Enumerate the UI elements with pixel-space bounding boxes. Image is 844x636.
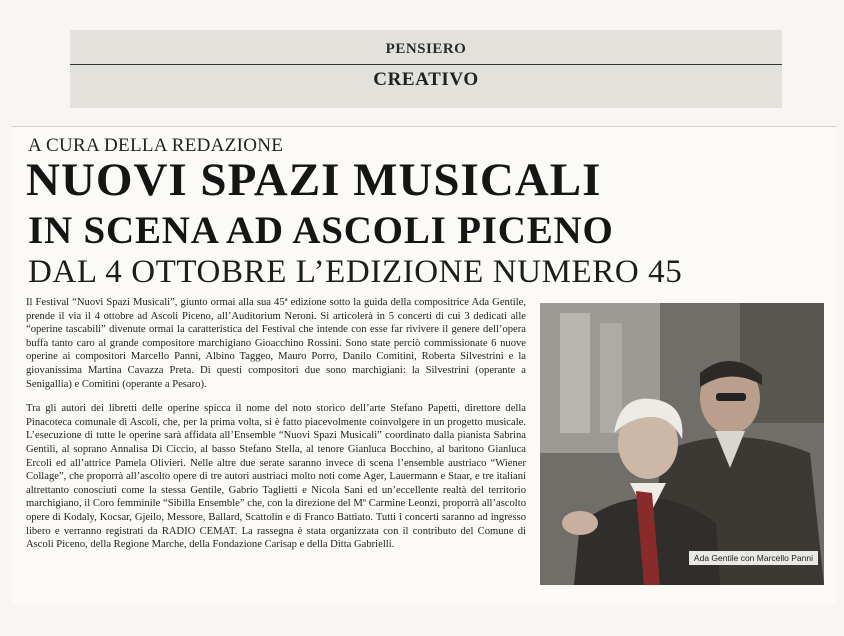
column-header <box>70 30 782 108</box>
headline-subtitle: DAL 4 OTTOBRE L’EDIZIONE NUMERO 45 <box>28 254 683 290</box>
article-body <box>26 296 526 563</box>
article-photo <box>540 303 824 585</box>
article-paragraph-1: Il Festival “Nuovi Spazi Musicali”, giunto ormai alla sua 45ª edizione sotto la guida della compositrice Ada Gentile, prende il via il 4 ottobre ad Ascoli Piceno, all’Auditorium Neroni. Si articolerà in 5 concerti di cui 3 dedicati alle “operine tascabili” divenute ormai la caratteristica del Festival che intende con esse far rivivere il genere dell’opera buffa tanto caro al grande compositore marchigiano Gioacchino Rossini. Sono state perciò commissionate 6 nuove operine ai compositori Marcello Panni, Albino Taggeo, Mauro Porro, Danilo Comitini, Roberta Silvestrini e la giovanissima Martina Cavazza Preta. Di questi compositori due sono marchigiani: la Silvestrini (operante a Senigallia) e Comitini (operante a Pesaro). <box>26 297 526 390</box>
article-kicker: A CURA DELLA REDAZIONE <box>28 135 284 156</box>
article <box>12 126 836 605</box>
column-header-bottom: CREATIVO <box>373 69 479 90</box>
photo-caption: Ada Gentile con Marcello Panni <box>689 551 818 565</box>
headline-secondary: IN SCENA AD ASCOLI PICENO <box>28 209 614 252</box>
headline-main: NUOVI SPAZI MUSICALI <box>26 154 602 206</box>
column-header-rule <box>70 64 782 65</box>
photo-illustration <box>540 303 824 585</box>
article-paragraph-2: Tra gli autori dei libretti delle operine spicca il nome del noto storico dell’arte Stefano Papetti, direttore della Pinacoteca comunale di Ascoli, che, per la prima volta, si è fatto piacevolmente coinvolgere in un progetto musicale. L’esecuzione di tutte le operine sarà affidata all’Ensemble “Nuovi Spazi Musicali” coordinato dalla pianista Sabrina Gentili, al soprano Annalisa Di Ciccio, al basso Stefano Stella, al tenore Gianluca Bocchino, al baritono Gianluca Ercoli ed all’attrice Pamela Olivieri. Nelle altre due serate saranno invece di scena l’ensemble austriaco “Wiener Collage”, che proporrà all’ascolto opere di tre autori austriaci molto noti come Ager, Lauermann e Staar, e tre italiani altrettanto conosciuti come la stessa Gentile, Gabrio Taglietti e Nicola Sani ed un’eccellente realtà del territorio marchigiano, il Coro femminile “Sibilla Ensemble” che, con la direzione del Mº Carmine Leonzi, proporrà all’ascolto opere di Kodaly, Kocsar, Gjeilo, Messore, Ballard, Scattolin e di Franco Battiato. Tutti i concerti saranno ad ingresso libero e verranno registrati da RADIO CEMAT. La rassegna è stata organizzata con il contributo del Comune di Ascoli Piceno, della Regione Marche, della Fondazione Carisap e della Ditta Gabrielli. <box>26 403 526 551</box>
column-header-top: PENSIERO <box>385 41 467 57</box>
